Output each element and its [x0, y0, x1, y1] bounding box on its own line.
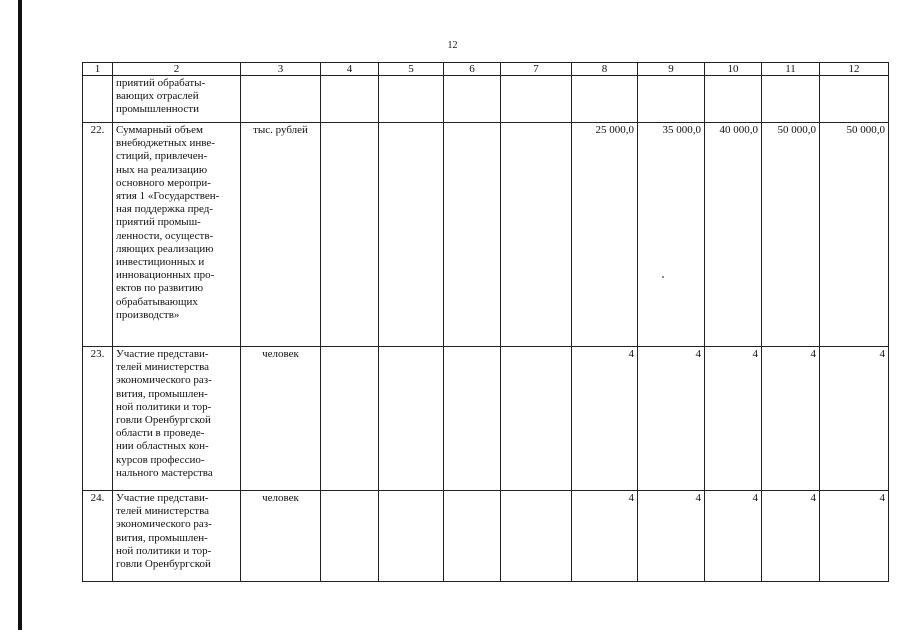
value-cell	[444, 347, 501, 491]
value-cell	[379, 123, 444, 347]
header-row	[83, 63, 889, 76]
value-cell: 35 000,0	[638, 123, 705, 347]
row-number-cell: 23.	[83, 347, 113, 491]
value-cell	[321, 347, 379, 491]
indicator-name-cell: Участие представи- телей министерства экономического раз- вития, промышлен- ной политики и тор- говли Оренбургской области в проведе- нии областных кон- курсов профессио- нального мастерства	[113, 347, 241, 491]
column-header: 9	[638, 63, 705, 76]
unit-cell: тыс. рублей	[241, 123, 321, 347]
value-cell: 50 000,0	[762, 123, 820, 347]
column-header: 8	[572, 63, 638, 76]
column-header: 7	[501, 63, 572, 76]
indicator-name-cell: приятий обрабаты- вающих отраслей промышленности	[113, 76, 241, 123]
value-cell	[321, 76, 379, 123]
column-header: 5	[379, 63, 444, 76]
value-cell	[820, 76, 889, 123]
column-header: 1	[83, 63, 113, 76]
unit-cell	[241, 76, 321, 123]
indicator-name-cell: Суммарный объем внебюджетных инве- стиций, привлечен- ных на реализацию основного меропри- ятия 1 «Государствен- ная поддержка пред- приятий промыш- ленности, осуществ- ляющих реализацию инвестиционных и инновационных про- ектов по развитию обрабатывающих производств»	[113, 123, 241, 347]
value-cell: 4	[638, 347, 705, 491]
value-cell: 4	[705, 347, 762, 491]
table-row	[83, 347, 889, 491]
value-cell	[379, 491, 444, 582]
table-row	[83, 76, 889, 123]
unit-cell: человек	[241, 347, 321, 491]
column-header: 12	[820, 63, 889, 76]
value-cell	[444, 76, 501, 123]
value-cell	[501, 491, 572, 582]
value-cell	[762, 76, 820, 123]
column-header: 6	[444, 63, 501, 76]
row-number-cell	[83, 76, 113, 123]
value-cell: 4	[762, 491, 820, 582]
value-cell	[501, 76, 572, 123]
table-row	[83, 123, 889, 347]
value-cell: 4	[705, 491, 762, 582]
value-cell: 4	[638, 491, 705, 582]
value-cell	[379, 347, 444, 491]
row-number-cell: 24.	[83, 491, 113, 582]
value-cell	[321, 491, 379, 582]
value-cell	[379, 76, 444, 123]
page-number: 12	[447, 40, 458, 51]
value-cell: 4	[762, 347, 820, 491]
value-cell	[444, 123, 501, 347]
row-number-cell: 22.	[83, 123, 113, 347]
unit-cell: человек	[241, 491, 321, 582]
column-header: 10	[705, 63, 762, 76]
value-cell: 4	[820, 347, 889, 491]
indicators-table	[82, 62, 889, 582]
table-row	[83, 491, 889, 582]
value-cell	[705, 76, 762, 123]
value-cell	[572, 76, 638, 123]
value-cell: 4	[820, 491, 889, 582]
value-cell: 50 000,0	[820, 123, 889, 347]
scan-edge-line	[18, 0, 22, 630]
value-cell: 4	[572, 491, 638, 582]
value-cell	[444, 491, 501, 582]
value-cell	[321, 123, 379, 347]
value-cell: 25 000,0	[572, 123, 638, 347]
value-cell: 4	[572, 347, 638, 491]
column-header: 11	[762, 63, 820, 76]
indicator-name-cell: Участие представи- телей министерства экономического раз- вития, промышлен- ной политики и тор- говли Оренбургской	[113, 491, 241, 582]
value-cell	[501, 347, 572, 491]
value-cell: 40 000,0	[705, 123, 762, 347]
column-header: 4	[321, 63, 379, 76]
value-cell	[638, 76, 705, 123]
scan-speck	[662, 276, 664, 278]
value-cell	[501, 123, 572, 347]
column-header: 2	[113, 63, 241, 76]
column-header: 3	[241, 63, 321, 76]
